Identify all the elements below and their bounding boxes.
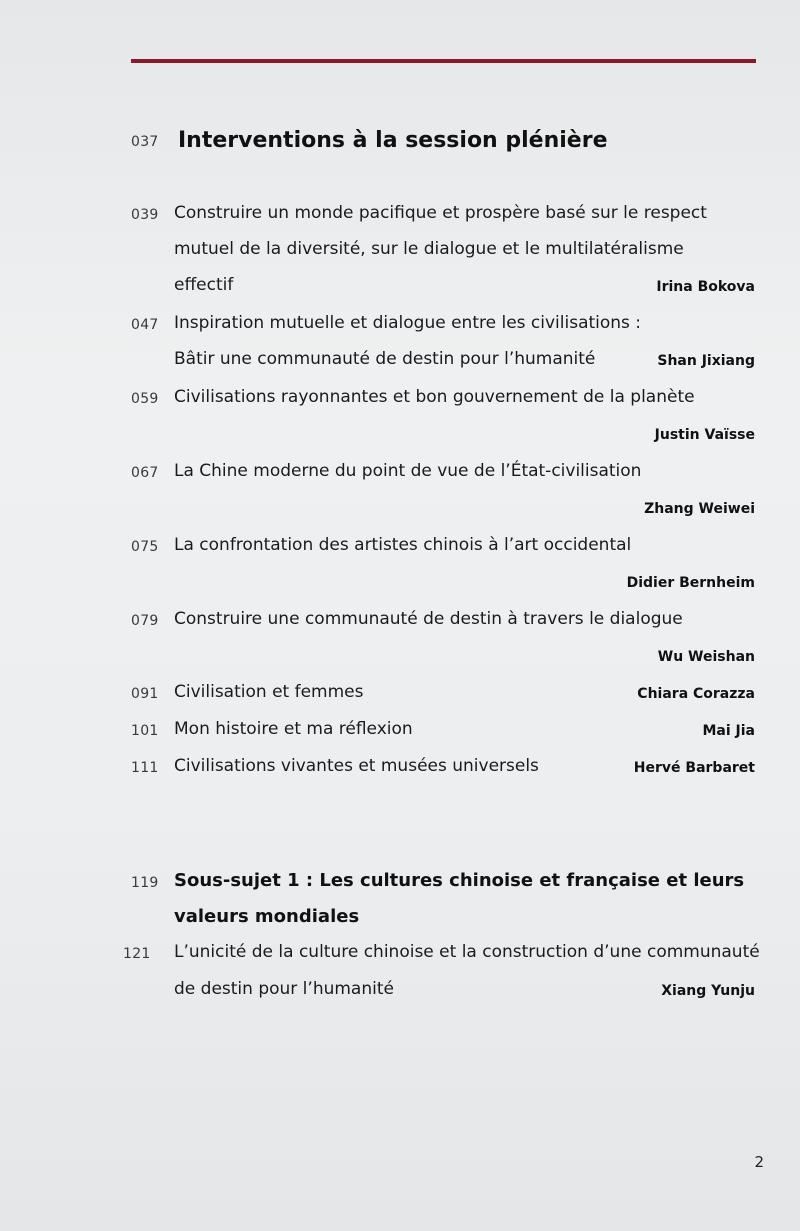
section-title: Interventions à la session plénière: [178, 128, 608, 153]
entry-page-number: 121: [123, 946, 151, 962]
section-page-number: 119: [131, 875, 159, 891]
entry-author: Irina Bokova: [656, 279, 755, 295]
entry-title-line: L’unicité de la culture chinoise et la construction d’une communauté: [174, 942, 760, 962]
entry-author: Didier Bernheim: [626, 575, 755, 591]
entry-author: Xiang Yunju: [661, 983, 755, 999]
entry-author: Zhang Weiwei: [644, 501, 755, 517]
section-title-line: Sous-sujet 1 : Les cultures chinoise et française et leurs: [174, 870, 745, 891]
entry-author: Hervé Barbaret: [633, 760, 755, 776]
entry-page-number: 059: [131, 391, 159, 407]
entry-page-number: 101: [131, 723, 159, 739]
entry-page-number: 075: [131, 539, 159, 555]
header-rule: [131, 59, 756, 63]
entry-title-line: Civilisation et femmes: [174, 682, 364, 702]
page-number: 2: [754, 1153, 764, 1171]
entry-author: Wu Weishan: [657, 649, 755, 665]
entry-title-line: effectif: [174, 275, 234, 295]
entry-title-line: La confrontation des artistes chinois à l’art occidental: [174, 535, 632, 555]
entry-title-line: Civilisations rayonnantes et bon gouvernement de la planète: [174, 387, 695, 407]
entry-title-line: Mon histoire et ma réflexion: [174, 719, 413, 739]
section-title-line: valeurs mondiales: [174, 906, 360, 927]
entry-author: Chiara Corazza: [637, 686, 755, 702]
section-page-number: 037: [131, 134, 159, 150]
entry-title-line: Bâtir une communauté de destin pour l’humanité: [174, 349, 596, 369]
entry-author: Shan Jixiang: [657, 353, 755, 369]
entry-page-number: 079: [131, 613, 159, 629]
entry-page-number: 111: [131, 760, 159, 776]
entry-title-line: Construire une communauté de destin à travers le dialogue: [174, 609, 683, 629]
entry-page-number: 091: [131, 686, 159, 702]
entry-page-number: 039: [131, 207, 159, 223]
entry-title-line: Civilisations vivantes et musées universels: [174, 756, 539, 776]
entry-title-line: La Chine moderne du point de vue de l’État-civilisation: [174, 461, 642, 481]
entry-author: Justin Vaïsse: [654, 427, 755, 443]
entry-page-number: 047: [131, 317, 159, 333]
entry-page-number: 067: [131, 465, 159, 481]
entry-title-line: Inspiration mutuelle et dialogue entre les civilisations :: [174, 313, 642, 333]
entry-title-line: mutuel de la diversité, sur le dialogue et le multilatéralisme: [174, 239, 684, 259]
entry-title-line: Construire un monde pacifique et prospère basé sur le respect: [174, 203, 707, 223]
entry-author: Mai Jia: [702, 723, 755, 739]
entry-title-line: de destin pour l’humanité: [174, 979, 394, 999]
